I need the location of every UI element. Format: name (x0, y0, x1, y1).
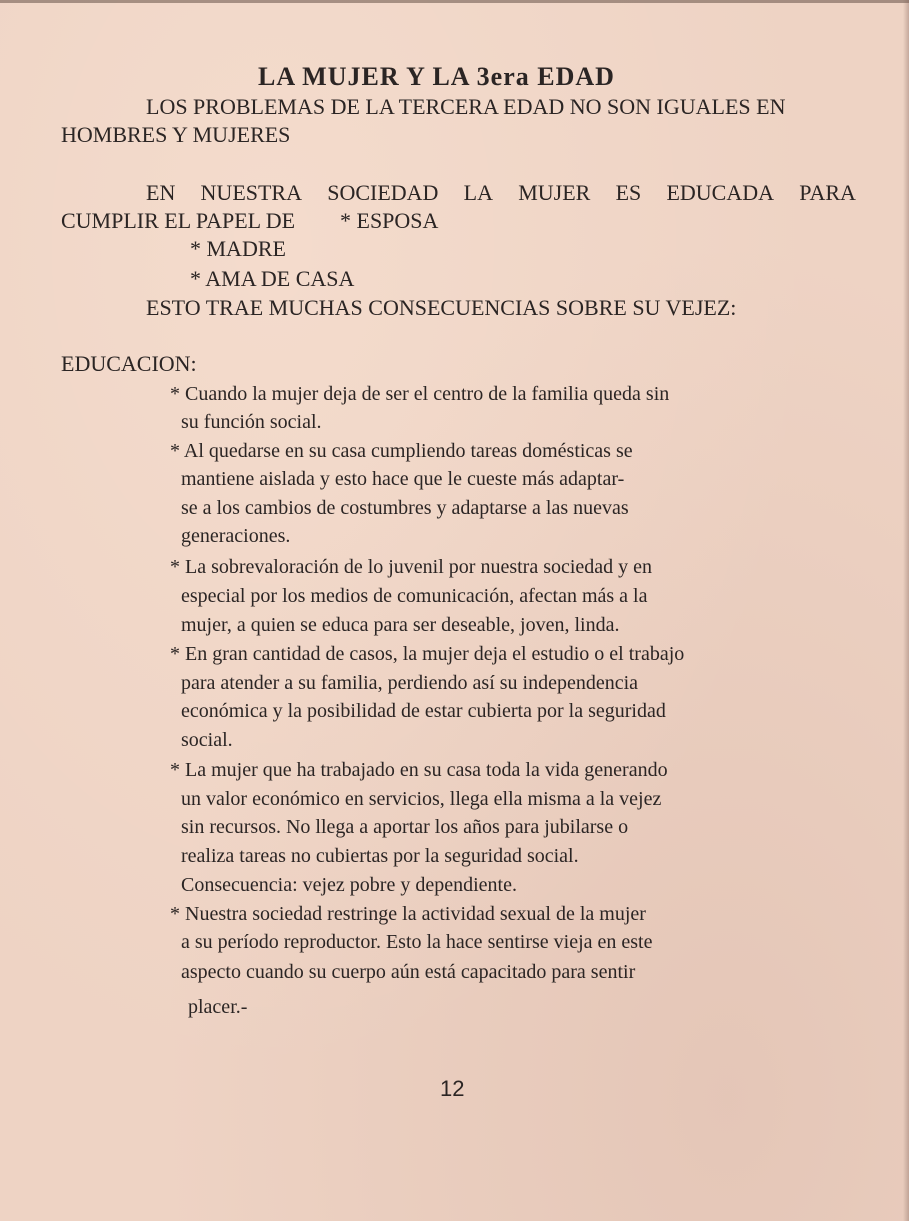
society-word: ES (615, 180, 642, 205)
bullet-2-line-4: generaciones. (181, 525, 291, 547)
bullet-6-line-3: aspecto cuando su cuerpo aún está capacitado para sentir (181, 961, 636, 983)
section-heading: EDUCACION: (61, 351, 197, 376)
page-number: 12 (440, 1076, 465, 1101)
society-word: EN (146, 180, 176, 205)
bullet-3-line-3: mujer, a quien se educa para ser deseable, joven, linda. (181, 614, 620, 636)
society-line-2: CUMPLIR EL PAPEL DE (61, 208, 296, 233)
bullet-3-line-2: especial por los medios de comunicación, afectan más a la (181, 585, 648, 607)
bullet-4-line-1: * En gran cantidad de casos, la mujer deja el estudio o el trabajo (170, 643, 685, 665)
role-madre: * MADRE (190, 236, 286, 261)
intro-line-2: HOMBRES Y MUJERES (61, 122, 291, 147)
bullet-5-line-4: realiza tareas no cubiertas por la seguridad social. (181, 845, 579, 867)
bullet-4-line-3: económica y la posibilidad de estar cubierta por la seguridad (181, 700, 666, 722)
page-top-edge (0, 0, 909, 3)
bullet-4-line-2: para atender a su familia, perdiendo así su independencia (181, 672, 639, 694)
bullet-3-line-1: * La sobrevaloración de lo juvenil por nuestra sociedad y en (170, 556, 653, 578)
society-word: PARA (799, 180, 856, 205)
bullet-1-line-1: * Cuando la mujer deja de ser el centro de la familia queda sin (170, 383, 670, 405)
bullet-6-line-4: placer.- (188, 996, 248, 1018)
society-word: SOCIEDAD (327, 180, 439, 205)
bullet-6-line-1: * Nuestra sociedad restringe la actividad sexual de la mujer (170, 903, 646, 925)
bullet-2-line-2: mantiene aislada y esto hace que le cueste más adaptar- (181, 468, 625, 490)
page-title: LA MUJER Y LA 3era EDAD (258, 62, 615, 91)
society-word: MUJER (518, 180, 591, 205)
bullet-2-line-1: * Al quedarse en su casa cumpliendo tareas domésticas se (170, 440, 633, 462)
bullet-2-line-3: se a los cambios de costumbres y adaptarse a las nuevas (181, 497, 629, 519)
consequence-line: ESTO TRAE MUCHAS CONSECUENCIAS SOBRE SU VEJEZ: (146, 295, 737, 320)
bullet-4-line-4: social. (181, 729, 233, 751)
society-word: EDUCADA (666, 180, 775, 205)
society-word: NUESTRA (200, 180, 302, 205)
society-line-1 (146, 180, 856, 206)
bullet-5-line-5: Consecuencia: vejez pobre y dependiente. (181, 874, 517, 896)
page-right-edge (903, 0, 909, 1221)
bullet-5-line-1: * La mujer que ha trabajado en su casa toda la vida generando (170, 759, 668, 781)
society-word: LA (463, 180, 493, 205)
bullet-5-line-2: un valor económico en servicios, llega ella misma a la vejez (181, 788, 662, 810)
bullet-1-line-2: su función social. (181, 411, 322, 433)
bullet-5-line-3: sin recursos. No llega a aportar los años para jubilarse o (181, 816, 629, 838)
role-esposa: * ESPOSA (340, 208, 439, 233)
bullet-6-line-2: a su período reproductor. Esto la hace sentirse vieja en este (181, 931, 653, 953)
intro-line-1: LOS PROBLEMAS DE LA TERCERA EDAD NO SON IGUALES EN (146, 94, 786, 119)
role-ama-de-casa: * AMA DE CASA (190, 266, 355, 291)
